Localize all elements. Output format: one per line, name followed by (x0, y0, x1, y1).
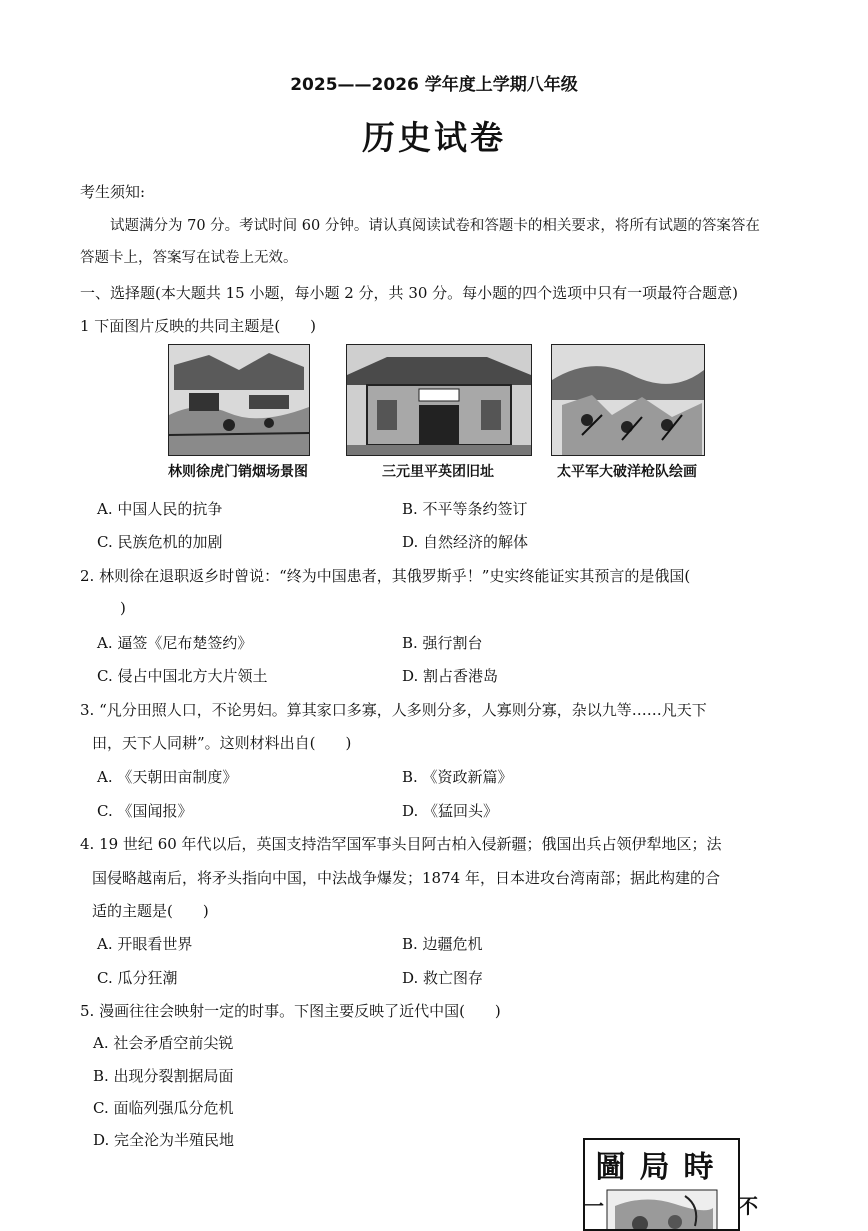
q4-option-d: D. 救亡图存 (402, 969, 484, 987)
q2-option-b: B. 强行割台 (402, 634, 483, 652)
question-4-line-2: 国侵略越南后，将矛头指向中国，中法战争爆发；1874 年，日本进攻台湾南部；据此构建的合 (92, 869, 720, 887)
q1-option-c: C. 民族危机的加剧 (97, 533, 223, 551)
q1-option-d: D. 自然经济的解体 (402, 533, 529, 551)
q2-option-d: D. 割占香港岛 (402, 667, 499, 685)
notice-line-1: 试题满分为 70 分。考试时间 60 分钟。请认真阅读试卷和答题卡的相关要求，将所有试题的答案答在 (110, 218, 760, 234)
question-5-stem: 5. 漫画往往会映射一定的时事。下图主要反映了近代中国( ) (80, 1002, 501, 1020)
question-4-line-3: 适的主题是( ) (92, 902, 209, 920)
question-3-line-2: 田，天下人同耕”。这则材料出自( ) (92, 734, 352, 752)
q1-option-a: A. 中国人民的抗争 (97, 500, 223, 518)
cartoon-title: 圖局時 (595, 1150, 728, 1185)
q1-option-b: B. 不平等条约签订 (402, 500, 528, 518)
section-heading: 一、选择题(本大题共 15 小题，每小题 2 分，共 30 分。每小题的四个选项中只有一项最符合题意) (80, 284, 739, 302)
cartoon-shiju-tu (583, 1138, 740, 1231)
q3-option-d: D. 《猛回头》 (402, 802, 499, 820)
q5-option-d: D. 完全沦为半殖民地 (93, 1131, 235, 1149)
notice-line-2: 答题卡上，答案写在试卷上无效。 (80, 250, 298, 266)
image-sanyuanli-site (346, 344, 532, 456)
q3-option-c: C. 《国闻报》 (97, 802, 193, 820)
image-caption-3: 太平军大破洋枪队绘画 (557, 464, 697, 480)
image-taiping-battle (551, 344, 705, 456)
cartoon-left-char: 一 (584, 1194, 604, 1218)
q5-option-c: C. 面临列强瓜分危机 (93, 1099, 234, 1117)
q4-option-c: C. 瓜分狂潮 (97, 969, 178, 987)
question-4-line-1: 4. 19 世纪 60 年代以后，英国支持浩罕国军事头目阿古柏入侵新疆；俄国出兵占领伊犁地区；法 (80, 835, 722, 853)
q5-option-a: A. 社会矛盾空前尖锐 (93, 1034, 234, 1052)
question-1-stem: 1 下面图片反映的共同主题是( ) (80, 317, 317, 335)
question-2-line-1: 2. 林则徐在退职返乡时曾说：“终为中国患者，其俄罗斯乎！”史实终能证实其预言的是俄国( (80, 567, 691, 585)
q2-option-a: A. 逼签《尼布楚签约》 (97, 634, 253, 652)
exam-title: 历史试卷 (362, 118, 506, 157)
q4-option-a: A. 开眼看世界 (97, 935, 193, 953)
q5-option-b: B. 出现分裂割据局面 (93, 1067, 234, 1085)
q4-option-b: B. 边疆危机 (402, 935, 483, 953)
question-2-line-2: ) (120, 599, 126, 617)
notice-heading: 考生须知: (80, 183, 146, 201)
q2-option-c: C. 侵占中国北方大片领土 (97, 667, 268, 685)
exam-subtitle: 2025——2026 学年度上学期八年级 (290, 75, 578, 95)
image-caption-1: 林则徐虎门销烟场景图 (168, 464, 308, 480)
question-3-line-1: 3. “凡分田照人口，不论男妇。算其家口多寡，人多则分多，人寡则分寡，杂以九等……凡天下 (80, 701, 707, 719)
image-humen-opium-burning (168, 344, 310, 456)
q3-option-a: A. 《天朝田亩制度》 (97, 768, 238, 786)
q3-option-b: B. 《资政新篇》 (402, 768, 513, 786)
cartoon-right-char: 不 (738, 1194, 758, 1218)
image-caption-2: 三元里平英团旧址 (382, 464, 494, 480)
